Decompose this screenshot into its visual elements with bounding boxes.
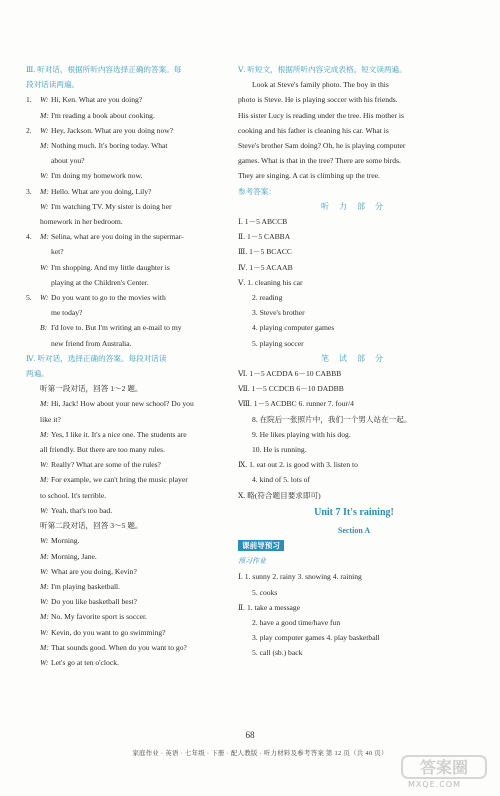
speaker-label: M:: [40, 399, 49, 409]
page-number: 68: [245, 730, 255, 740]
text-line: Ⅴ. 听短文，根据所听内容完成表格。短文读两遍。: [238, 65, 407, 74]
text-line: 段对话读两遍。: [26, 80, 80, 90]
text-line: [26, 290, 232, 305]
after-lines: [238, 569, 470, 660]
speaker-label: M:: [40, 475, 49, 485]
text-line: [26, 427, 232, 442]
text-line: [26, 625, 232, 640]
speaker-label: W:: [40, 627, 49, 637]
text-line: about you?: [51, 156, 85, 166]
preview-tag-row: [238, 538, 470, 553]
speaker-label: M:: [40, 141, 49, 151]
text-line: [26, 199, 232, 214]
text-line: Ⅶ. 1－5 CCDCB 6－10 DADBB: [238, 384, 344, 394]
speaker-label: W:: [40, 566, 49, 576]
unit-title: Unit 7 It's raining!: [314, 506, 394, 518]
line-text: Do you like basketball best?: [51, 597, 138, 607]
homework-tag-row: [238, 553, 470, 569]
question-number: 3.: [26, 186, 32, 196]
right-lines: [238, 62, 470, 503]
line-text: I'm playing basketball.: [51, 581, 121, 591]
speaker-label: M:: [40, 581, 49, 591]
line-text: I'd love to. But I'm writing an e-mail to my: [51, 323, 182, 333]
speaker-label: B:: [40, 323, 48, 333]
line-text: Yeah, that's too bad.: [51, 505, 113, 515]
text-line: His sister Lucy is reading under the tree. His mother is: [238, 110, 404, 120]
text-line: 5. cooks: [252, 587, 278, 597]
text-line: 9. He likes playing with his dog.: [252, 429, 351, 439]
preview-tag: 课前导预习: [238, 540, 284, 551]
text-line: Ⅷ. 1－5 ACDBC 6. runner 7. four/4: [238, 399, 354, 409]
line-text: I'm watching TV. My sister is doing her: [51, 201, 172, 211]
text-line: [26, 320, 232, 335]
text-line: 两遍。: [26, 369, 49, 379]
line-text: Hi, Ken. What are you doing?: [51, 95, 143, 105]
text-line: Ⅲ. 听对话，根据所听内容选择正确的答案。每: [26, 65, 182, 74]
text-line: 听第二段对话，回答 3～5 题。: [40, 521, 143, 531]
watermark-url: MXQE.COM: [408, 780, 462, 789]
text-line: Ⅱ. 1－5 CABBA: [238, 232, 291, 242]
text-line: Ⅴ. 1. cleaning his car: [238, 277, 303, 287]
speaker-label: W:: [40, 536, 49, 546]
speaker-label: W:: [40, 460, 49, 470]
text-line: 5. playing soccer: [252, 338, 304, 348]
line-text: Hey, Jackson. What are you doing now?: [51, 125, 174, 135]
text-line: [26, 168, 232, 183]
line-text: Yes, I like it. It's a nice one. The students are: [51, 429, 187, 439]
text-line: [26, 123, 232, 138]
text-line: [26, 457, 232, 472]
text-line: 3. play computer games 4. play basketball: [252, 633, 380, 643]
text-line: 4. kind of 5. lots of: [252, 475, 311, 485]
text-line: 8. 在院后一张照片中，我们一个男人站在一起。: [252, 414, 412, 424]
speaker-label: W:: [40, 505, 49, 515]
speaker-label: W:: [40, 657, 49, 667]
homework-tag: 预习作业: [238, 557, 266, 566]
question-number: 2.: [26, 125, 32, 135]
right-column: [238, 62, 470, 661]
question-number: 1.: [26, 95, 32, 105]
text-line: [26, 640, 232, 655]
line-text: Hi, Jack! How about your new school? Do you: [51, 399, 194, 409]
text-line: Ⅵ. 1－5 ACDDA 6－10 CABBB: [238, 369, 342, 379]
text-line: Ⅳ. 1－5 ACAAB: [238, 262, 293, 272]
text-line: 10. He is running.: [252, 445, 307, 455]
text-line: [26, 655, 232, 670]
text-line: [26, 564, 232, 579]
text-line: Ⅳ. 听对话，选择正确的答案。每段对话读: [26, 353, 167, 363]
speaker-label: M:: [40, 186, 49, 196]
text-line: ket?: [51, 247, 64, 257]
text-line: 2. reading: [252, 293, 283, 303]
text-line: to school. It's terrible.: [40, 490, 107, 500]
line-text: Morning, Jane.: [51, 551, 97, 561]
speaker-label: W:: [40, 125, 49, 135]
text-line: 笔 试 部 分: [321, 353, 387, 363]
text-line: [26, 472, 232, 487]
text-line: Ⅸ. 1. eat out 2. is good with 3. listen to: [238, 460, 358, 470]
line-text: What are you doing, Kevin?: [51, 566, 137, 576]
text-line: [26, 579, 232, 594]
speaker-label: W:: [40, 597, 49, 607]
text-line: [26, 138, 232, 153]
text-line: Ⅹ. 略(符合题目要求即可): [238, 490, 321, 500]
text-line: [26, 108, 232, 123]
text-line: 听 力 部 分: [321, 201, 387, 211]
text-line: [26, 533, 232, 548]
text-line: [26, 503, 232, 518]
text-line: me today?: [51, 308, 83, 318]
speaker-label: W:: [40, 201, 49, 211]
speaker-label: M:: [40, 110, 49, 120]
text-line: Look at Steve's family photo. The boy in this: [252, 80, 389, 90]
line-text: Really? What are some of the rules?: [51, 460, 161, 470]
line-text: That sounds good. When do you want to go?: [51, 642, 187, 652]
line-text: No. My favorite sport is soccer.: [51, 612, 147, 622]
text-line: [26, 396, 232, 411]
text-line: Ⅱ. 1. take a message: [238, 602, 301, 612]
text-line: photo is Steve. He is playing soccer with his friends.: [238, 95, 398, 105]
speaker-label: M:: [40, 232, 49, 242]
speaker-label: W:: [40, 95, 49, 105]
line-text: Do you want to go to the movies with: [51, 293, 166, 303]
line-text: I'm reading a book about cooking.: [51, 110, 155, 120]
speaker-label: W:: [40, 262, 49, 272]
line-text: Selina, what are you doing in the supermar-: [51, 232, 184, 242]
text-line: games. What is that in the tree? There are some birds.: [238, 156, 401, 166]
text-line: 参考答案：: [238, 186, 276, 196]
text-line: Ⅰ. 1－5 ABCCB: [238, 217, 288, 227]
text-line: [26, 609, 232, 624]
line-text: For example, we can't bring the music player: [51, 475, 188, 485]
speaker-label: W:: [40, 293, 49, 303]
text-line: like it?: [40, 414, 61, 424]
text-line: playing at the Children's Center.: [51, 277, 149, 287]
line-text: Hello. What are you doing, Lily?: [51, 186, 152, 196]
text-line: [26, 594, 232, 609]
page-footer: 家庭作业 · 英语 · 七年级 · 下册 · 配人教版 · 听力材料及参考答案 第 12 页（共 40 页）: [132, 750, 388, 757]
line-text: Nothing much. It's boring today. What: [51, 141, 168, 151]
section-title: Section A: [337, 525, 371, 535]
watermark-text: 答案圈: [419, 758, 469, 777]
text-line: Ⅲ. 1－5 BCACC: [238, 247, 292, 257]
speaker-label: M:: [40, 551, 49, 561]
speaker-label: M:: [40, 429, 49, 439]
speaker-label: W:: [40, 171, 49, 181]
text-line: Steve's brother Sam doing? Oh, he is playing computer: [238, 141, 406, 151]
text-line: [26, 184, 232, 199]
text-line: 3. Steve's brother: [252, 308, 305, 318]
text-line: 听第一段对话，回答 1～2 题。: [40, 384, 143, 394]
line-text: I'm shopping. And my little daughter is: [51, 262, 170, 272]
speaker-label: M:: [40, 612, 49, 622]
left-column: [26, 62, 232, 670]
text-line: 5. call (sb.) back: [252, 648, 303, 658]
question-number: 5.: [26, 293, 32, 303]
text-line: [26, 92, 232, 107]
text-line: 2. have a good time/have fun: [252, 617, 341, 627]
text-line: They are singing. A cat is climbing up the tree.: [238, 171, 380, 181]
text-line: [26, 260, 232, 275]
speaker-label: M:: [40, 642, 49, 652]
line-text: Let's go at ten o'clock.: [51, 657, 119, 667]
text-line: 4. playing computer games: [252, 323, 335, 333]
text-line: all friendly. But there are too many rules.: [40, 445, 165, 455]
question-number: 4.: [26, 232, 32, 242]
line-text: I'm doing my homework now.: [51, 171, 143, 181]
text-line: Ⅰ. 1. sunny 2. rainy 3. snowing 4. raining: [238, 572, 362, 582]
text-line: new friend from Australia.: [51, 338, 132, 348]
line-text: Morning.: [51, 536, 80, 546]
text-line: [26, 549, 232, 564]
line-text: Kevin, do you want to go swimming?: [51, 627, 166, 637]
text-line: [26, 229, 232, 244]
text-line: cooking and his father is cleaning his car. What is: [238, 125, 389, 135]
text-line: homework in her bedroom.: [40, 217, 123, 227]
